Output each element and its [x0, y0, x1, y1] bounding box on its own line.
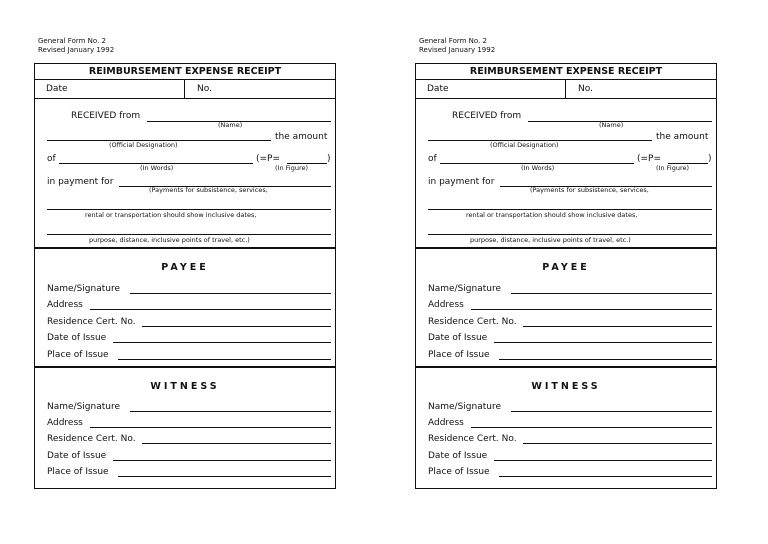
receipt-box — [34, 63, 336, 489]
designation-caption: (Official Designation) — [490, 141, 559, 149]
payee-residence-line[interactable] — [523, 326, 712, 327]
in-payment-for-label: in payment for — [428, 177, 495, 187]
number-label: No. — [578, 84, 593, 94]
witness-place-line[interactable] — [118, 476, 331, 477]
payee-place-label: Place of Issue — [428, 350, 490, 360]
payment-line-3[interactable] — [428, 234, 712, 235]
received-section — [35, 99, 335, 249]
payment-note-3: purpose, distance, inclusive points of travel, etc.) — [470, 236, 631, 244]
witness-date-line[interactable] — [113, 460, 331, 461]
witness-address-line[interactable] — [471, 427, 712, 428]
close-paren: ) — [327, 154, 331, 164]
payment-note-1: (Payments for subsistence, services, — [149, 186, 268, 194]
peso-label: (=P= — [637, 154, 662, 164]
witness-date-label: Date of Issue — [47, 451, 107, 461]
payment-note-1: (Payments for subsistence, services, — [530, 186, 649, 194]
payee-date-label: Date of Issue — [428, 333, 488, 343]
received-section — [416, 99, 716, 249]
in-figure-caption: (In Figure) — [275, 164, 309, 172]
payee-title: PAYEE — [161, 262, 209, 273]
in-words-caption: (In Words) — [521, 164, 555, 172]
payee-section — [416, 249, 716, 368]
of-label: of — [47, 154, 56, 164]
form-number: General Form No. 2 — [38, 37, 106, 45]
payee-address-line[interactable] — [471, 309, 712, 310]
witness-section — [416, 368, 716, 488]
received-from-label: RECEIVED from — [452, 111, 522, 121]
witness-residence-line[interactable] — [142, 443, 331, 444]
payee-place-line[interactable] — [118, 359, 331, 360]
payment-note-3: purpose, distance, inclusive points of travel, etc.) — [89, 236, 250, 244]
payee-date-label: Date of Issue — [47, 333, 107, 343]
receipt-title: REIMBURSEMENT EXPENSE RECEIPT — [416, 64, 716, 80]
name-caption: (Name) — [599, 121, 624, 129]
form-number: General Form No. 2 — [419, 37, 487, 45]
in-words-caption: (In Words) — [140, 164, 174, 172]
of-label: of — [428, 154, 437, 164]
witness-residence-label: Residence Cert. No. — [47, 434, 136, 444]
witness-residence-label: Residence Cert. No. — [428, 434, 517, 444]
date-row — [35, 80, 335, 99]
name-caption: (Name) — [218, 121, 243, 129]
revision-date: Revised January 1992 — [419, 46, 496, 54]
the-amount-label: the amount — [656, 132, 709, 142]
form-header — [38, 37, 114, 55]
number-cell[interactable] — [185, 80, 212, 98]
date-label: Date — [46, 84, 68, 94]
witness-place-label: Place of Issue — [428, 467, 490, 477]
payee-place-line[interactable] — [499, 359, 712, 360]
witness-section — [35, 368, 335, 488]
payee-name-label: Name/Signature — [428, 284, 502, 294]
the-amount-label: the amount — [275, 132, 328, 142]
witness-place-label: Place of Issue — [47, 467, 109, 477]
payee-address-label: Address — [47, 300, 83, 310]
payment-line-2[interactable] — [47, 209, 331, 210]
in-figure-caption: (In Figure) — [656, 164, 690, 172]
payee-name-line[interactable] — [130, 293, 331, 294]
designation-caption: (Official Designation) — [109, 141, 178, 149]
receipt-box — [415, 63, 717, 489]
receipt-title: REIMBURSEMENT EXPENSE RECEIPT — [35, 64, 335, 80]
witness-name-label: Name/Signature — [47, 402, 121, 412]
payee-title: PAYEE — [542, 262, 590, 273]
date-cell[interactable] — [35, 80, 185, 98]
payee-place-label: Place of Issue — [47, 350, 109, 360]
payment-line-3[interactable] — [47, 234, 331, 235]
witness-name-line[interactable] — [511, 411, 712, 412]
witness-date-line[interactable] — [494, 460, 712, 461]
payee-residence-label: Residence Cert. No. — [428, 317, 517, 327]
payee-date-line[interactable] — [494, 342, 712, 343]
number-cell[interactable] — [566, 80, 593, 98]
payee-residence-line[interactable] — [142, 326, 331, 327]
revision-date: Revised January 1992 — [38, 46, 115, 54]
witness-title: WITNESS — [150, 381, 220, 392]
payee-date-line[interactable] — [113, 342, 331, 343]
in-payment-for-label: in payment for — [47, 177, 114, 187]
payment-note-2: rental or transportation should show inclusive dates, — [466, 211, 638, 219]
payee-name-line[interactable] — [511, 293, 712, 294]
payee-address-line[interactable] — [90, 309, 331, 310]
payee-section — [35, 249, 335, 368]
payment-note-2: rental or transportation should show inclusive dates, — [85, 211, 257, 219]
witness-name-line[interactable] — [130, 411, 331, 412]
date-label: Date — [427, 84, 449, 94]
witness-residence-line[interactable] — [523, 443, 712, 444]
date-cell[interactable] — [416, 80, 566, 98]
witness-address-label: Address — [428, 418, 464, 428]
received-from-label: RECEIVED from — [71, 111, 141, 121]
witness-address-label: Address — [47, 418, 83, 428]
number-label: No. — [197, 84, 212, 94]
witness-address-line[interactable] — [90, 427, 331, 428]
payee-residence-label: Residence Cert. No. — [47, 317, 136, 327]
payment-line-2[interactable] — [428, 209, 712, 210]
witness-name-label: Name/Signature — [428, 402, 502, 412]
payee-name-label: Name/Signature — [47, 284, 121, 294]
witness-title: WITNESS — [531, 381, 601, 392]
date-row — [416, 80, 716, 99]
form-header — [419, 37, 495, 55]
payee-address-label: Address — [428, 300, 464, 310]
witness-place-line[interactable] — [499, 476, 712, 477]
close-paren: ) — [708, 154, 712, 164]
peso-label: (=P= — [256, 154, 281, 164]
witness-date-label: Date of Issue — [428, 451, 488, 461]
